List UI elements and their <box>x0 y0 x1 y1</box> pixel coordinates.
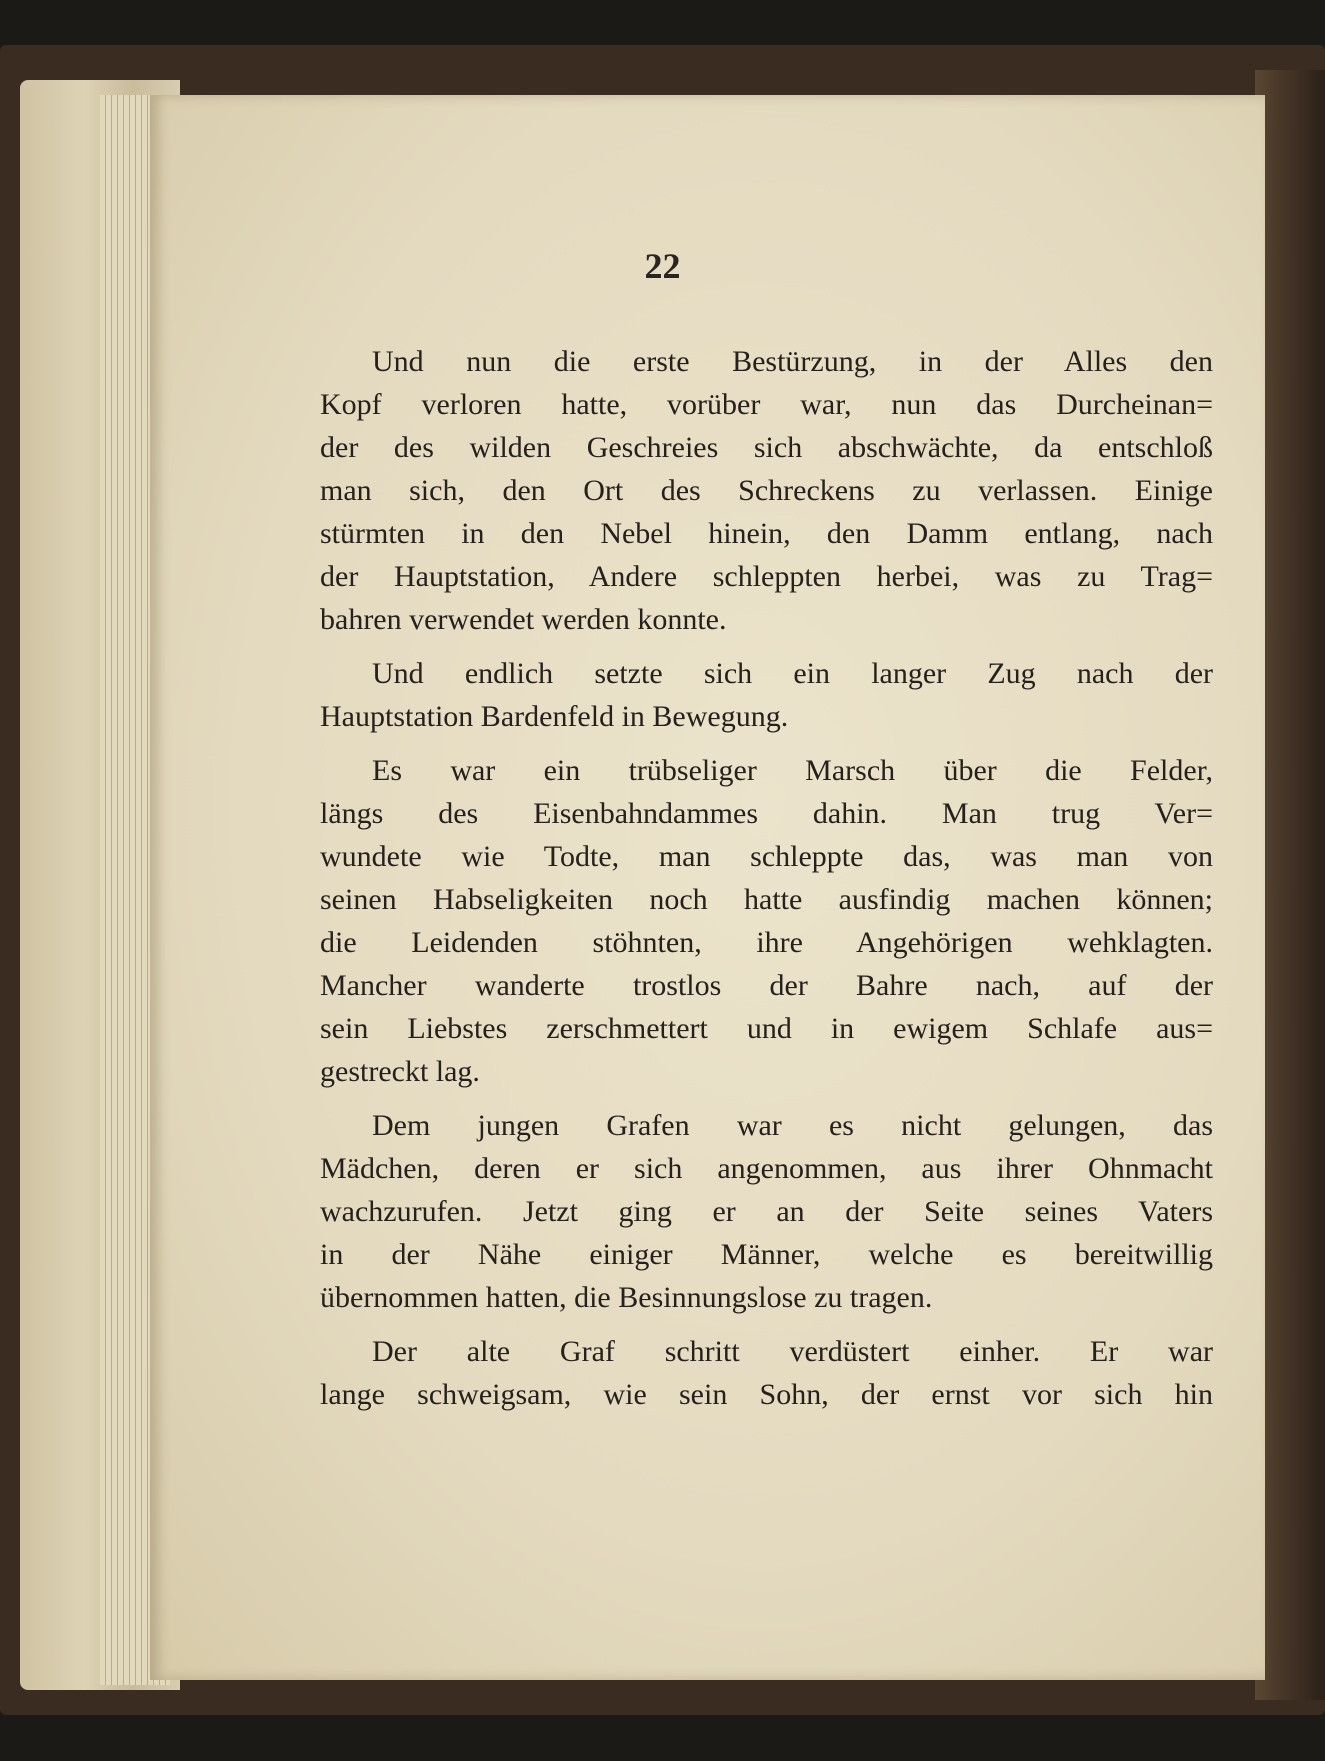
text-line: gestreckt lag. <box>320 1055 480 1088</box>
paragraph <box>320 1104 1213 1319</box>
text-line: Und endlich setzte sich ein langer Zug nach der <box>372 657 1213 690</box>
text-line: Und nun die erste Bestürzung, in der Alles den <box>372 345 1213 378</box>
paragraph <box>320 749 1213 1093</box>
text-line: längs des Eisenbahndammes dahin. Man trug Ver= <box>320 797 1213 830</box>
text-line: Hauptstation Bardenfeld in Bewegung. <box>320 700 789 733</box>
text-line: Dem jungen Grafen war es nicht gelungen, das <box>372 1109 1213 1142</box>
text-line: Der alte Graf schritt verdüstert einher. Er war <box>372 1335 1213 1368</box>
text-line: Kopf verloren hatte, vorüber war, nun das Durcheinan= <box>320 388 1213 421</box>
text-line: stürmten in den Nebel hinein, den Damm entlang, nach <box>320 517 1213 550</box>
text-line: seinen Habseligkeiten noch hatte ausfindig machen können; <box>320 883 1213 916</box>
paragraph <box>320 652 1213 738</box>
text-line: Es war ein trübseliger Marsch über die Felder, <box>372 754 1213 787</box>
text-line: wundete wie Todte, man schleppte das, was man von <box>320 840 1213 873</box>
text-line: in der Nähe einiger Männer, welche es bereitwillig <box>320 1238 1213 1271</box>
page-number: 22 <box>644 246 681 286</box>
paragraph <box>320 340 1213 641</box>
text-line: Mädchen, deren er sich angenommen, aus ihrer Ohnmacht <box>320 1152 1213 1185</box>
text-line: der Hauptstation, Andere schleppten herbei, was zu Trag= <box>320 560 1213 593</box>
text-line: bahren verwendet werden konnte. <box>320 603 727 636</box>
text-line: man sich, den Ort des Schreckens zu verlassen. Einige <box>320 474 1213 507</box>
text-line: übernommen hatten, die Besinnungslose zu tragen. <box>320 1281 933 1314</box>
body-text <box>320 340 1213 1427</box>
text-line: Mancher wanderte trostlos der Bahre nach, auf der <box>320 969 1213 1002</box>
text-line: sein Liebstes zerschmettert und in ewigem Schlafe aus= <box>320 1012 1213 1045</box>
paragraph <box>320 1330 1213 1416</box>
book-spine-edge <box>1255 70 1325 1700</box>
text-line: wachzurufen. Jetzt ging er an der Seite seines Vaters <box>320 1195 1213 1228</box>
text-line: der des wilden Geschreies sich abschwächte, da entschloß <box>320 431 1213 464</box>
text-line: die Leidenden stöhnten, ihre Angehörigen wehklagten. <box>320 926 1213 959</box>
text-line: lange schweigsam, wie sein Sohn, der ernst vor sich hin <box>320 1378 1213 1411</box>
